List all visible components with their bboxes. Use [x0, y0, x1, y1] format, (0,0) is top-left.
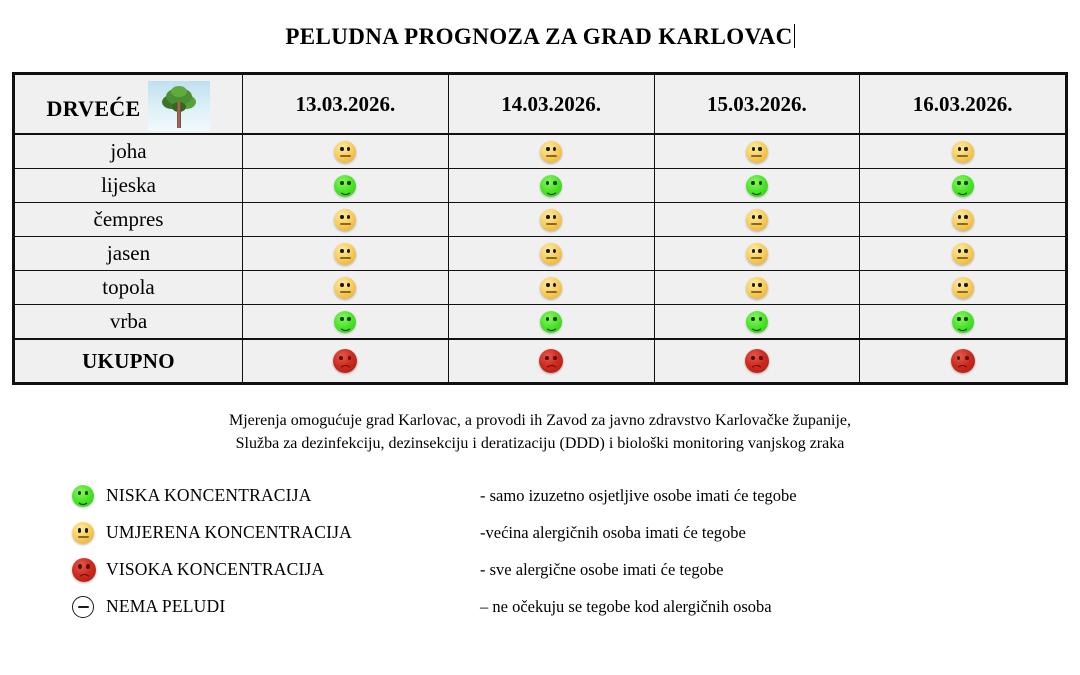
table-row: [15, 134, 1066, 169]
header-cell-date-1: 13.03.2026.: [243, 75, 449, 135]
legend-icon-wrap-none: [72, 596, 106, 618]
table-row: [15, 203, 1066, 237]
text-caret: [794, 24, 795, 48]
yellow-neutral-face-icon: [540, 277, 562, 299]
legend-label-moderate: UMJERENA KONCENTRACIJA: [106, 522, 353, 543]
table-row: [15, 305, 1066, 340]
cell-0-3: [860, 134, 1066, 169]
cell-1-3: [860, 169, 1066, 203]
cell-2-1: [448, 203, 654, 237]
red-frowning-face-icon: [72, 558, 96, 582]
cell-2-2: [654, 203, 860, 237]
yellow-neutral-face-icon: [746, 209, 768, 231]
yellow-neutral-face-icon: [952, 243, 974, 265]
table-header: [15, 75, 1066, 135]
cell-1-0: [243, 169, 449, 203]
legend: [0, 477, 1080, 625]
cell-3-0: [243, 237, 449, 271]
legend-icon-wrap-low: [72, 485, 106, 507]
row-label-3: jasen: [15, 237, 243, 271]
table-row: [15, 237, 1066, 271]
red-frowning-face-icon: [745, 349, 769, 373]
attribution-line-1: Mjerenja omogućuje grad Karlovac, a provodi ih Zavod za javno zdravstvo Karlovačke županije,: [229, 412, 851, 429]
green-smiley-icon: [746, 311, 768, 333]
yellow-neutral-face-icon: [952, 277, 974, 299]
red-frowning-face-icon: [539, 349, 563, 373]
legend-label-none: NEMA PELUDI: [106, 596, 226, 617]
table-row-total: [15, 339, 1066, 383]
yellow-neutral-face-icon: [334, 277, 356, 299]
page-title-text: PELUDNA PROGNOZA ZA GRAD KARLOVAC: [285, 24, 793, 49]
legend-icon-wrap-moderate: [72, 522, 106, 544]
table-row: [15, 169, 1066, 203]
legend-description-none: – ne očekuju se tegobe kod alergičnih osoba: [480, 596, 772, 616]
yellow-neutral-face-icon: [952, 141, 974, 163]
cell-5-3: [860, 305, 1066, 340]
row-label-5: vrba: [15, 305, 243, 340]
cell-3-1: [448, 237, 654, 271]
green-smiley-icon: [540, 311, 562, 333]
legend-row-moderate: [72, 514, 1080, 551]
row-label-1: lijeska: [15, 169, 243, 203]
yellow-neutral-face-icon: [72, 522, 94, 544]
green-smiley-icon: [334, 175, 356, 197]
legend-row-high: [72, 551, 1080, 588]
row-label-0: joha: [15, 134, 243, 169]
cell-0-2: [654, 134, 860, 169]
yellow-neutral-face-icon: [746, 243, 768, 265]
cell-6-0: [243, 339, 449, 383]
cell-0-1: [448, 134, 654, 169]
legend-label-high: VISOKA KONCENTRACIJA: [106, 559, 325, 580]
row-label-4: topola: [15, 271, 243, 305]
cell-6-1: [448, 339, 654, 383]
header-cell-date-3: 15.03.2026.: [654, 75, 860, 135]
header-cell-category: [15, 75, 243, 135]
green-smiley-icon: [72, 485, 94, 507]
legend-description-moderate: -većina alergičnih osoba imati će tegobe: [480, 522, 746, 542]
legend-row-low: [72, 477, 1080, 514]
cell-0-0: [243, 134, 449, 169]
green-smiley-icon: [540, 175, 562, 197]
table-body: [15, 134, 1066, 383]
pollen-forecast-table-container: [12, 72, 1068, 385]
attribution-text: [0, 409, 1080, 455]
cell-1-1: [448, 169, 654, 203]
red-frowning-face-icon: [951, 349, 975, 373]
cell-3-2: [654, 237, 860, 271]
cell-5-0: [243, 305, 449, 340]
tree-icon: [148, 81, 210, 131]
cell-6-3: [860, 339, 1066, 383]
legend-icon-wrap-high: [72, 558, 106, 582]
page-title: [0, 0, 1080, 50]
yellow-neutral-face-icon: [540, 141, 562, 163]
yellow-neutral-face-icon: [746, 277, 768, 299]
cell-1-2: [654, 169, 860, 203]
cell-2-0: [243, 203, 449, 237]
cell-2-3: [860, 203, 1066, 237]
yellow-neutral-face-icon: [334, 243, 356, 265]
green-smiley-icon: [952, 311, 974, 333]
green-smiley-icon: [952, 175, 974, 197]
header-cell-date-4: 16.03.2026.: [860, 75, 1066, 135]
yellow-neutral-face-icon: [540, 243, 562, 265]
cell-4-3: [860, 271, 1066, 305]
cell-5-1: [448, 305, 654, 340]
green-smiley-icon: [746, 175, 768, 197]
header-category-label: DRVEĆE: [46, 96, 141, 121]
legend-row-none: [72, 588, 1080, 625]
legend-description-high: - sve alergične osobe imati će tegobe: [480, 559, 724, 579]
cell-3-3: [860, 237, 1066, 271]
row-label-2: čempres: [15, 203, 243, 237]
cell-6-2: [654, 339, 860, 383]
cell-4-2: [654, 271, 860, 305]
cell-4-1: [448, 271, 654, 305]
yellow-neutral-face-icon: [334, 209, 356, 231]
yellow-neutral-face-icon: [746, 141, 768, 163]
header-cell-date-2: 14.03.2026.: [448, 75, 654, 135]
pollen-forecast-table: [14, 74, 1066, 383]
green-smiley-icon: [334, 311, 356, 333]
row-label-6: UKUPNO: [15, 339, 243, 383]
red-frowning-face-icon: [333, 349, 357, 373]
yellow-neutral-face-icon: [540, 209, 562, 231]
cell-4-0: [243, 271, 449, 305]
legend-label-low: NISKA KONCENTRACIJA: [106, 485, 312, 506]
yellow-neutral-face-icon: [334, 141, 356, 163]
legend-description-low: - samo izuzetno osjetljive osobe imati će tegobe: [480, 485, 797, 505]
cell-5-2: [654, 305, 860, 340]
circle-dash-icon: [72, 596, 94, 618]
table-header-row: [15, 75, 1066, 135]
table-row: [15, 271, 1066, 305]
yellow-neutral-face-icon: [952, 209, 974, 231]
attribution-line-2: Služba za dezinfekciju, dezinsekciju i deratizaciju (DDD) i biološki monitoring vanjskog zraka: [235, 435, 845, 453]
